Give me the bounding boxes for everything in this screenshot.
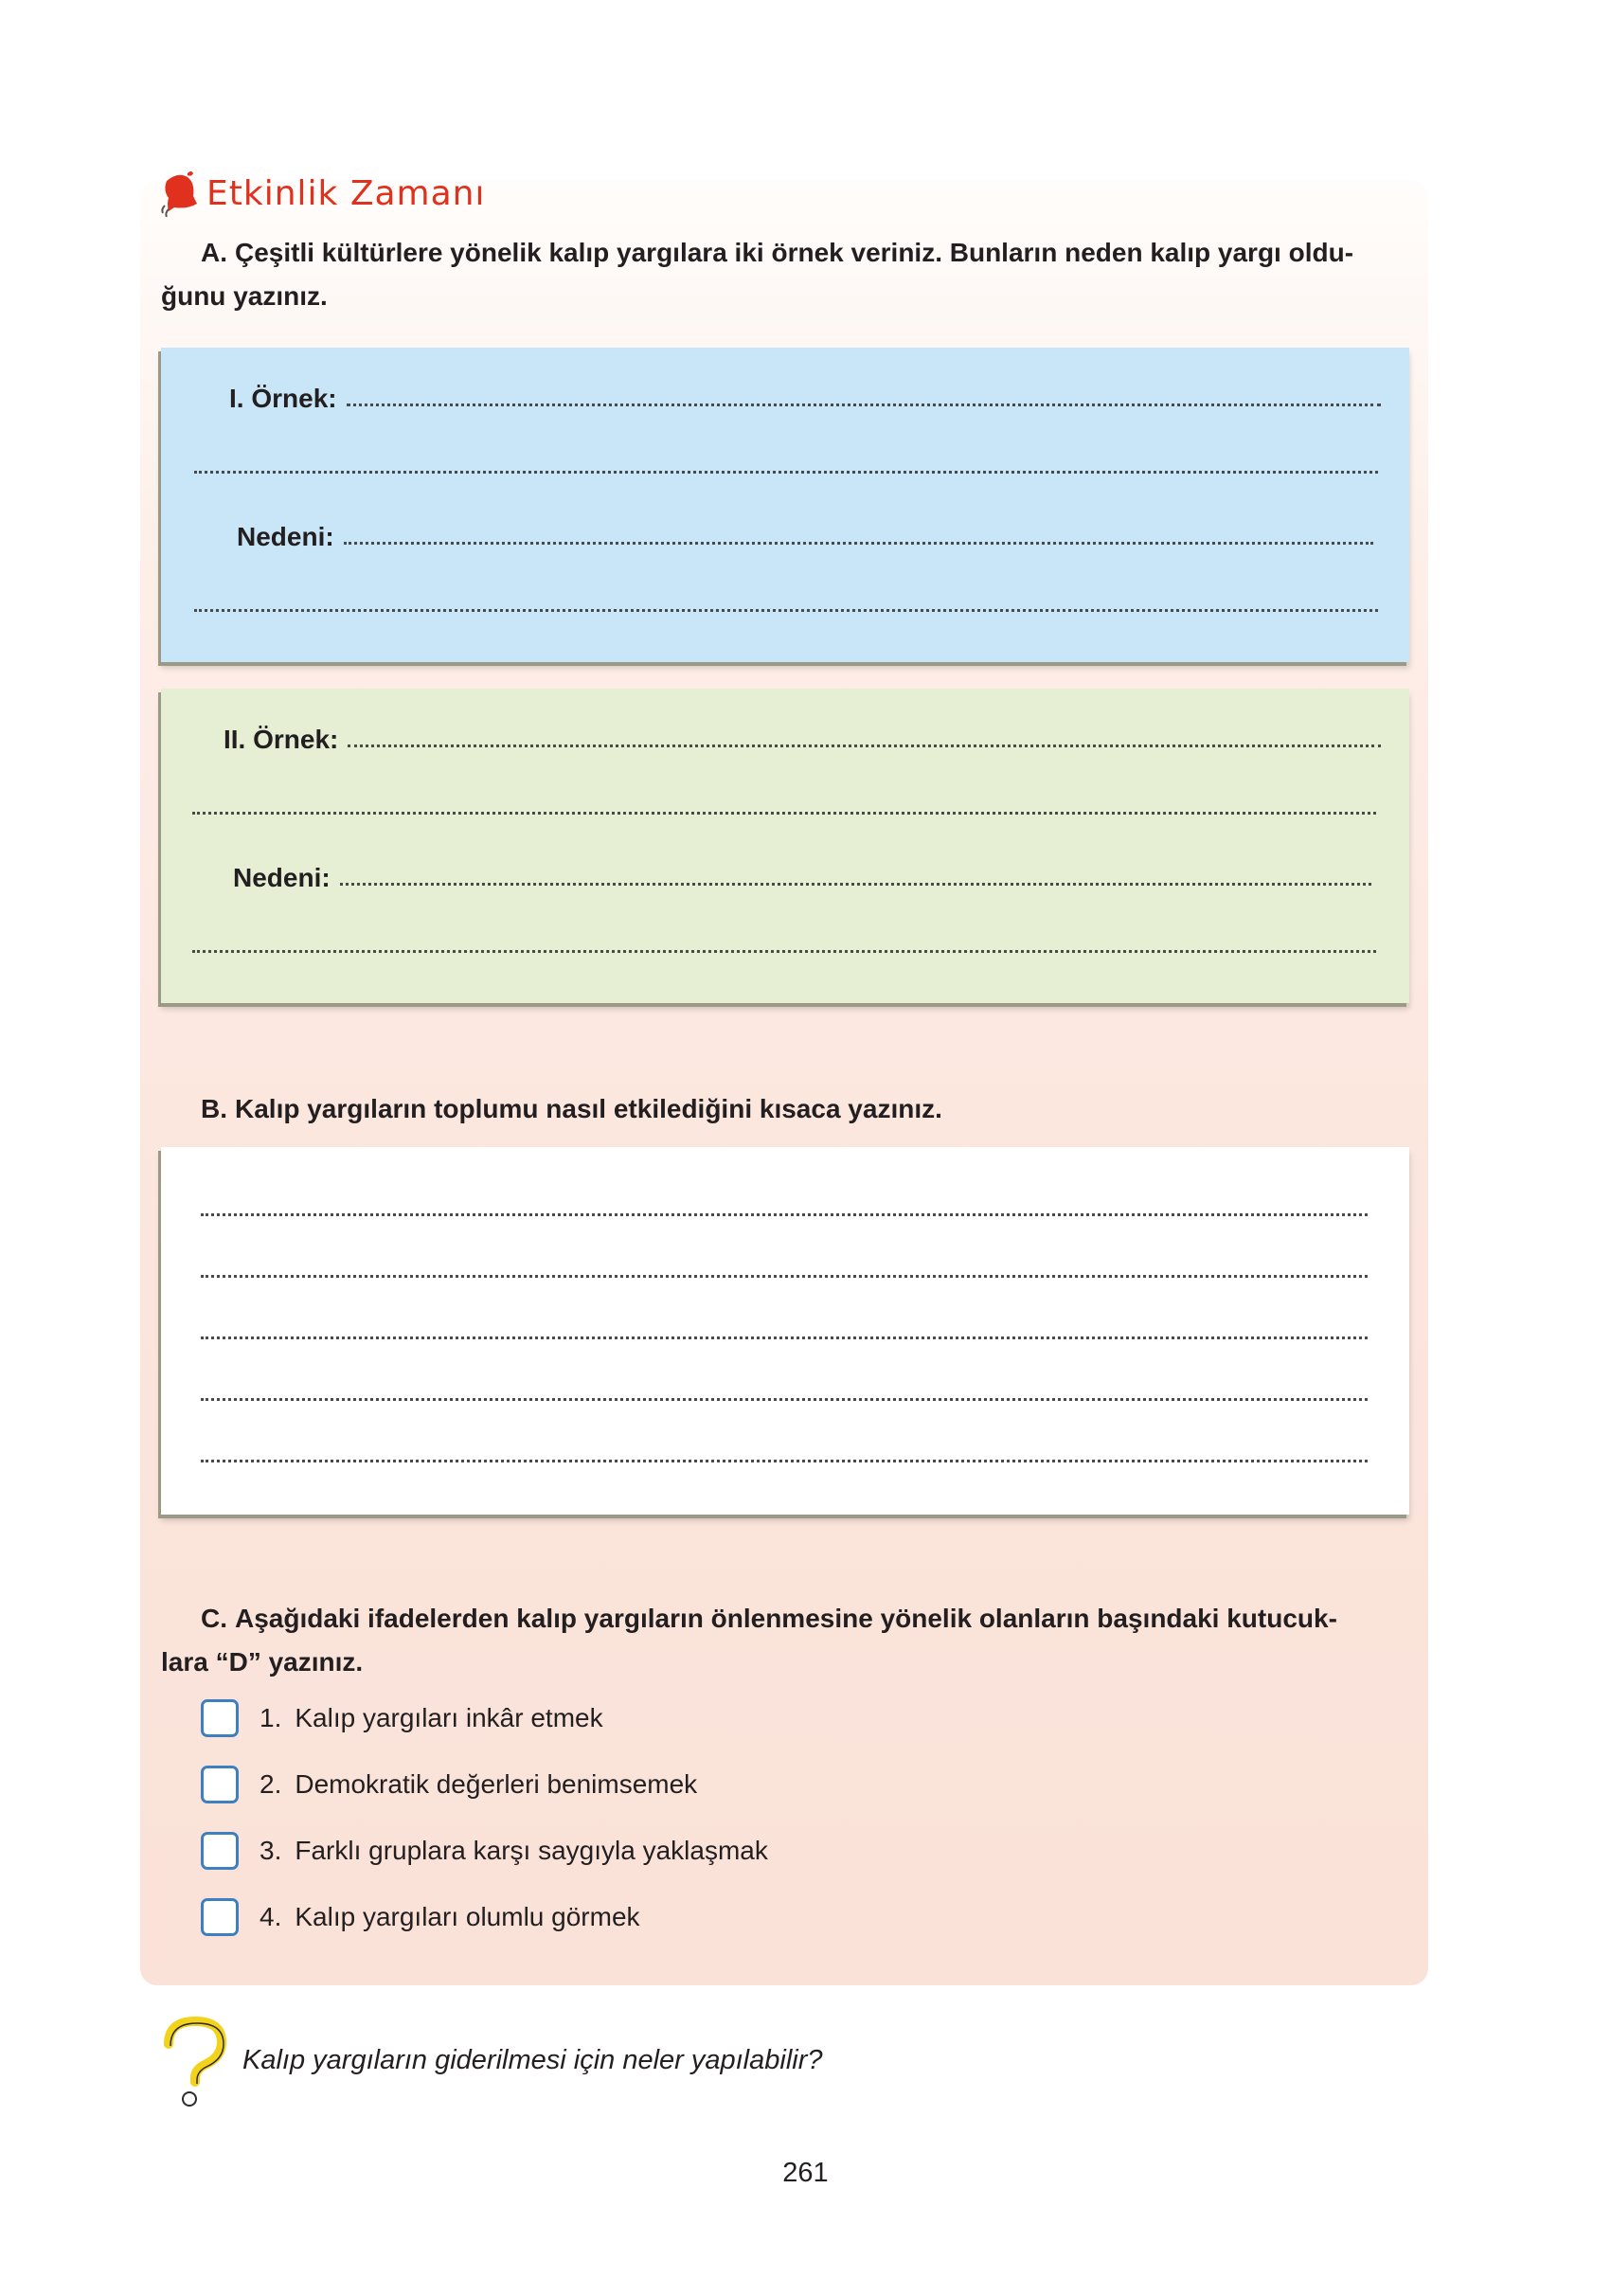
question-c-line1: [201, 1597, 1337, 1641]
question-c-letter: C.: [201, 1604, 227, 1633]
reflection-question: [159, 2016, 823, 2110]
page-number: 261: [782, 2158, 829, 2188]
option-3: [201, 1832, 768, 1870]
question-b-letter: B.: [201, 1094, 227, 1123]
option-4-text: Kalıp yargıları olumlu görmek: [295, 1902, 640, 1931]
activity-heading: [159, 169, 486, 218]
question-a-line2: ğunu yazınız.: [161, 281, 328, 311]
question-a-letter: A.: [201, 238, 227, 267]
answer-b-line-2[interactable]: [201, 1275, 1368, 1278]
option-1-checkbox[interactable]: [201, 1699, 239, 1737]
option-3-checkbox[interactable]: [201, 1832, 239, 1870]
answer-b-line-3[interactable]: [201, 1336, 1368, 1339]
example-2-answer-dots[interactable]: [348, 744, 1381, 747]
question-mark-icon: [159, 2016, 231, 2110]
question-a-text: Çeşitli kültürlere yönelik kalıp yargılara iki örnek veriniz. Bunların neden kalıp yargı oldu-: [235, 238, 1354, 267]
option-1: [201, 1699, 603, 1737]
reason-2-answer-line-2[interactable]: [192, 950, 1376, 953]
example-2-answer-line-2[interactable]: [192, 812, 1376, 815]
example-1-answer-dots[interactable]: [347, 404, 1381, 406]
option-3-number: 3.: [260, 1836, 282, 1865]
bell-icon: [159, 170, 199, 217]
option-1-number: 1.: [260, 1703, 282, 1732]
question-b-text: Kalıp yargıların toplumu nasıl etkilediğini kısaca yazınız.: [235, 1094, 942, 1123]
option-2-number: 2.: [260, 1769, 282, 1799]
reflection-question-text: Kalıp yargıların giderilmesi için neler yapılabilir?: [242, 2044, 823, 2075]
option-3-text: Farklı gruplara karşı saygıyla yaklaşmak: [295, 1836, 768, 1865]
option-2-text: Demokratik değerleri benimsemek: [295, 1769, 698, 1799]
reason-1-answer-line-2[interactable]: [194, 609, 1378, 612]
answer-b-line-4[interactable]: [201, 1398, 1368, 1401]
option-4: [201, 1898, 640, 1936]
reason-2-label: Nedeni:: [233, 863, 331, 892]
example-1-answer-line-2[interactable]: [194, 471, 1378, 474]
question-a-line1: [201, 231, 1353, 275]
reason-1-line[interactable]: [237, 522, 1373, 552]
option-4-checkbox[interactable]: [201, 1898, 239, 1936]
option-2: [201, 1766, 697, 1803]
reason-1-answer-dots[interactable]: [344, 542, 1373, 545]
option-4-number: 4.: [260, 1902, 282, 1931]
question-b: [201, 1087, 942, 1131]
activity-title: Etkinlik Zamanı: [206, 173, 486, 213]
example-2-label: II. Örnek:: [224, 725, 339, 754]
question-c-text: Aşağıdaki ifadelerden kalıp yargıların önlenmesine yönelik olanların başındaki kutucuk-: [235, 1604, 1337, 1633]
question-c-line2: lara “D” yazınız.: [161, 1647, 364, 1677]
option-1-text: Kalıp yargıları inkâr etmek: [295, 1703, 603, 1732]
answer-b-line-1[interactable]: [201, 1213, 1368, 1216]
reason-2-answer-dots[interactable]: [340, 883, 1371, 886]
example-2-line[interactable]: [224, 725, 1381, 755]
reason-1-label: Nedeni:: [237, 522, 334, 551]
reason-2-line[interactable]: [233, 863, 1371, 893]
answer-b-line-5[interactable]: [201, 1460, 1368, 1462]
option-2-checkbox[interactable]: [201, 1766, 239, 1803]
example-1-label: I. Örnek:: [229, 384, 337, 413]
example-1-line[interactable]: [229, 384, 1381, 414]
